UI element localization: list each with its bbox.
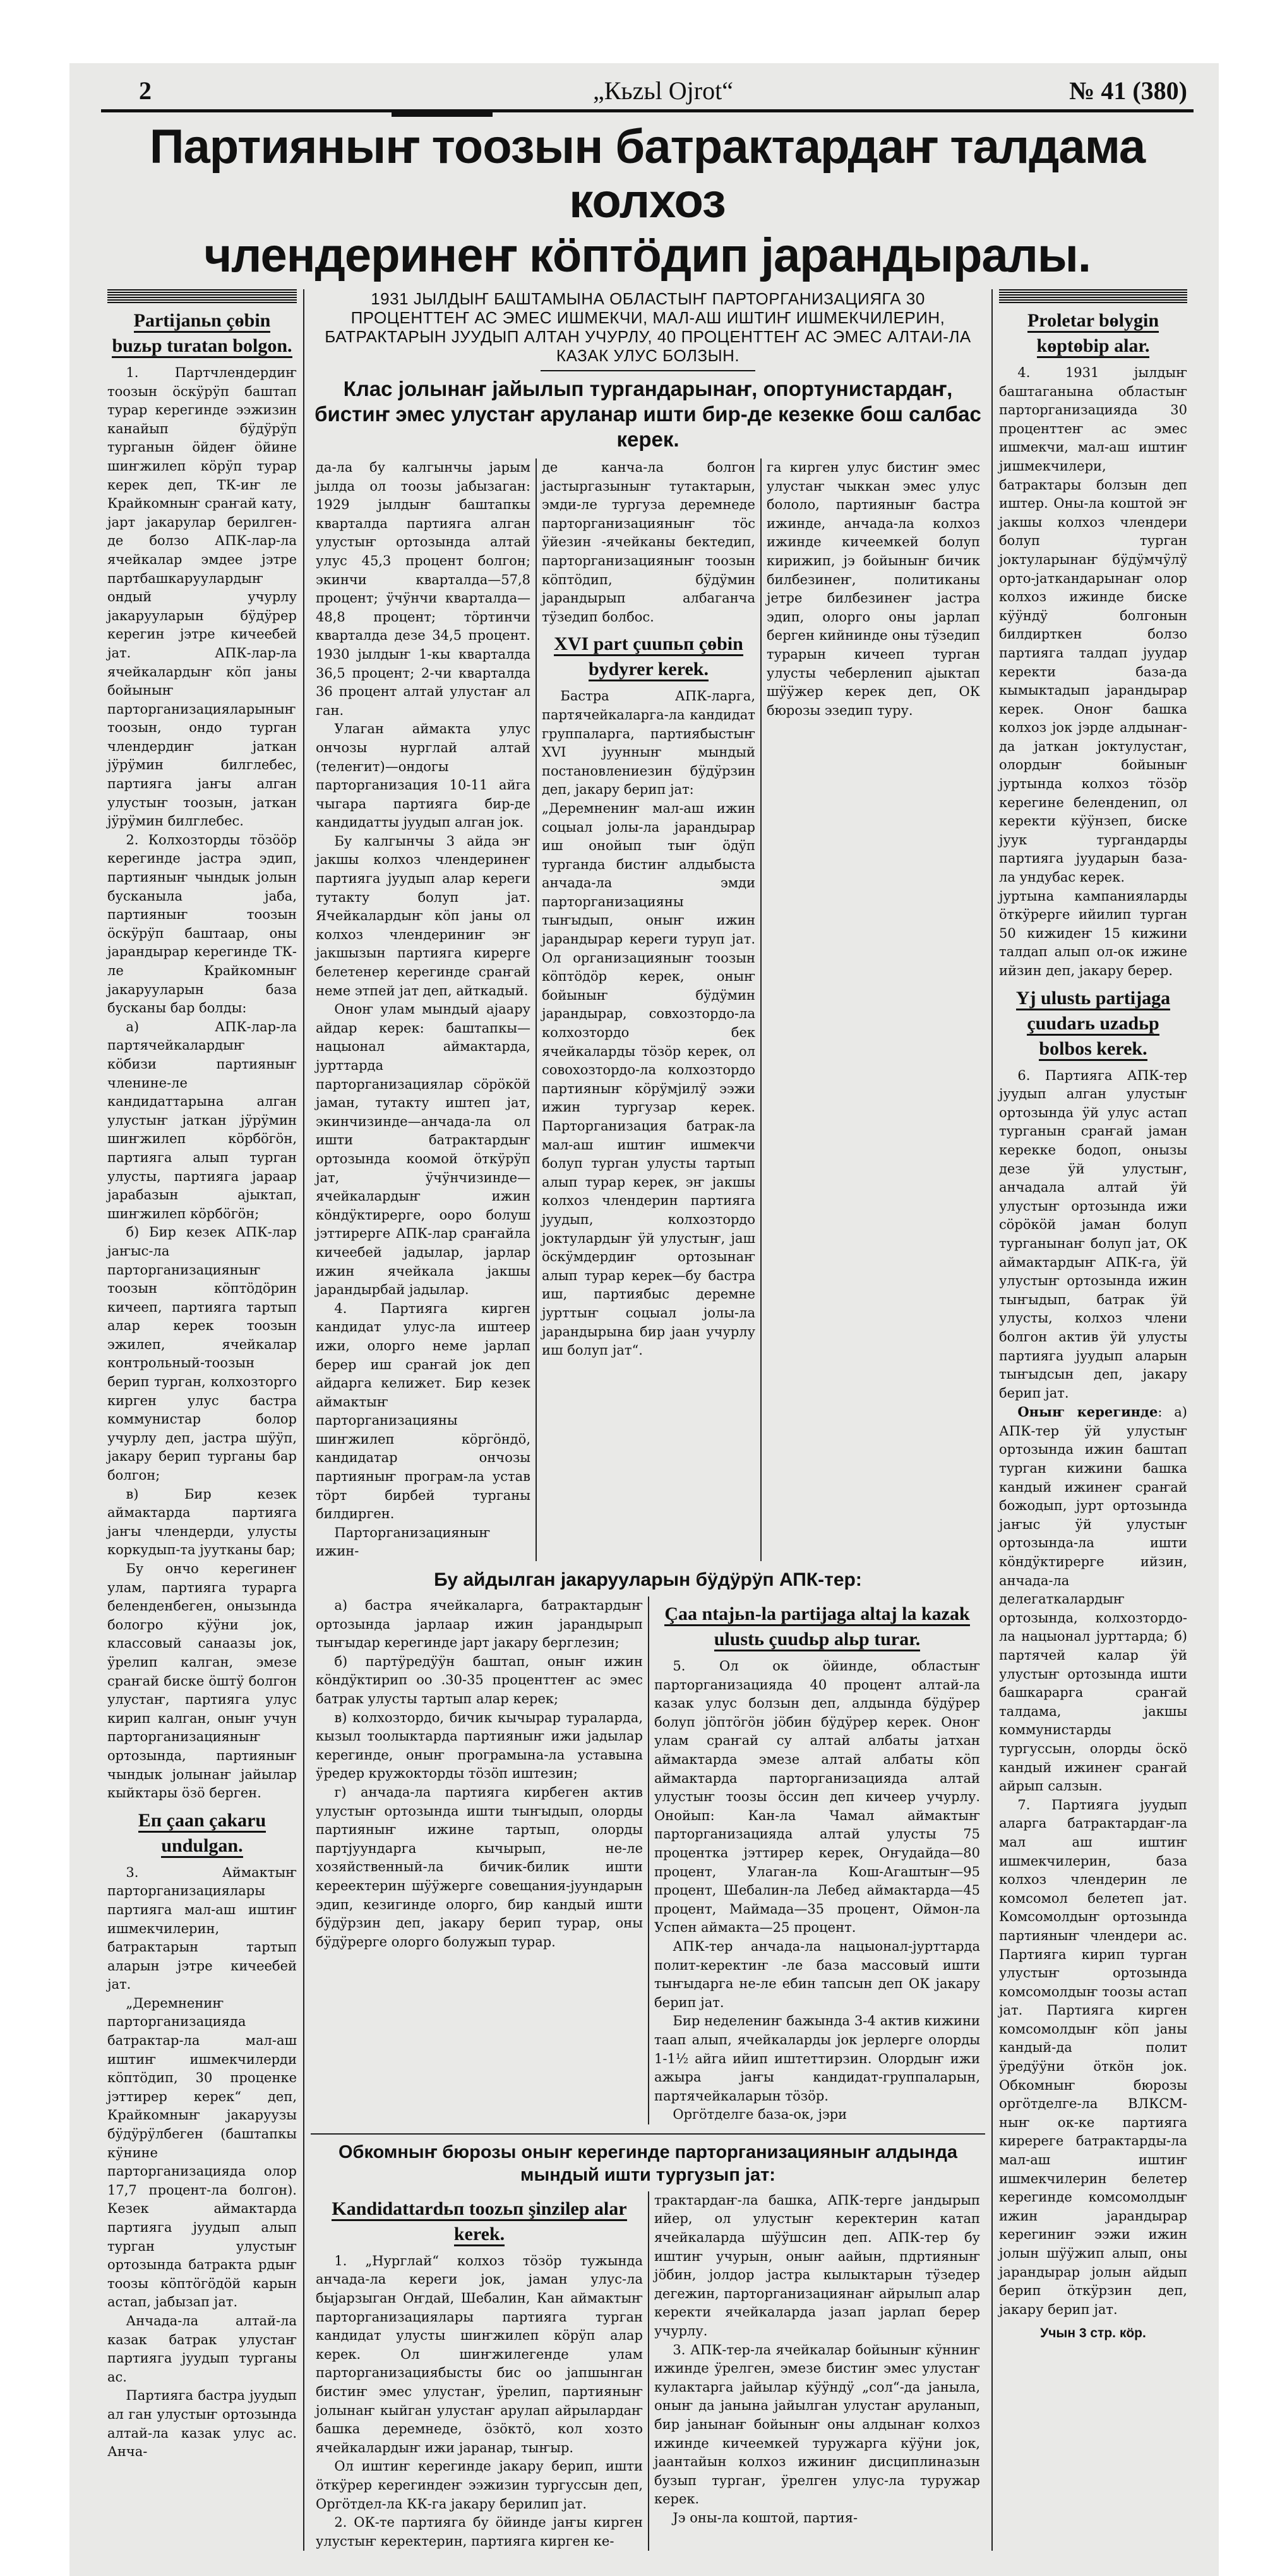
col4-heading: Çaa ntajьn-la partijaga altaj la kazak ulustь çuudьp alьp turar.	[654, 1602, 980, 1652]
col3-heading: XVI part çuuпьп çөbin bydyrer kerek.	[542, 632, 755, 682]
obkom-section	[311, 2133, 985, 2551]
issue-number: № 41 (380)	[1069, 76, 1187, 105]
directive-columns	[311, 1597, 985, 2124]
headline	[101, 120, 1194, 283]
paragraph: а) бастра ячейкаларга, батрактардыҥ ортозында јарлаар ижин јарандырып тыҥыдар керегинде јарт јакару берглезин;	[316, 1598, 643, 1651]
paragraph: 1. „Нурглай“ колхоз тӧзӧр тужында анчада-ла кереги јок, јаман улус-ла быјарзыган Оҥдай, Шебалин, Кан аймактыҥ парторганизациялары партияга турган кандидат улусты шиҥжилеп кӧрӱп алар керек. Ол шиҥжилегенде улам парторганизациябысты бис оо јапшынган бистиҥ эмес улустаҥ, ӱрелип, партияныҥ јолынаҥ кыйган улустаҥ арулап айрылардаҥ башка деремнеде, ӧзӧктӧ, кол хозто ячейкалардыҥ ижи јаранар, тыҥыр.	[316, 2253, 643, 2455]
paragraph: да-ла бу калгынчы јарым јылда ол тоозы јабызаган: 1929 јылдыҥ баштапкы кварталда партияга алган улустыҥ ортозында алтай улус 45,3 процент болгон; экинчи кварталда—57,8 процент; ӱчӱнчи кварталда—48,8 процент; тӧртинчи кварталда дезе 34,5 процент. 1930 јылдыҥ 1-кы кварталда 36,5 процент; 2-чи кварталда 36 процент алтай улустаҥ ал ган.	[316, 460, 530, 718]
center-columns	[311, 458, 985, 1561]
col1-heading: Partijanьn çөbin buzьp turatan bolgon.	[107, 308, 297, 359]
masthead-rule	[101, 109, 1194, 112]
col5-heading: Proletar bөlygin kөptөbip alar.	[999, 308, 1187, 359]
paragraph: 6. Партияга АПК-тер јуудып алган улустыҥ ортозында ӱй улус астап турганын сраҥай јаман керекке бодоп, онызы дезе ӱй улустыҥ, анчадала алтай ӱй улустыҥ ортозында ижи сӧрӧкӧй јаман болуп турганынаҥ болуп јат, ОК аймактардыҥ АПК-га, ӱй улустыҥ ортозында ижин тыҥыдып, батрак ӱй улусты, колхоз члени болгон актив ӱй улусты партияга јуудып аларын тыҥыдсын деп, јакару берип јат.	[999, 1067, 1187, 1401]
paragraph: б) Бир кезек АПК-лар јаҥыс-ла парторганизацияныҥ тоозын кӧптӧдӧрин кичееп, партияга тартып алар керек тоозын эжилеп, ячейкалар контрольный-тоозын берип турган, колхозторго кирген улус бастра коммунистар болор учурлу деп, јастра шӱӱп, јакару берип турганы бар болгон;	[107, 1225, 297, 1483]
paragraph: Партияга бастра јуудып ал ган улустыҥ ортозында алтай-ла казак улус ас. Анча-	[107, 2388, 297, 2460]
quote-paragraph: „Деремнениҥ мал-аш ижин соцыал јолы-ла јарандырар иш онойып тыҥ ӧдӱп турганда бистиҥ алдыбыста анчада-ла эмди парторганизацияны тыҥыдып, оныҥ ижин јарандырар кереги туруп јат. Ол организацияныҥ тоозын кӧптӧдӧр керек, оныҥ бойыныҥ бӱдӱмин јарандырар, совхозтордо-ла колхозтордо бек ячейкаларды тӧзӧр керек, ол совохозтордо-ла колхозтордо партияныҥ кӧрӱмјилӱ ээжи ижин тургузар керек. Парторганизация батрак-ла мал-аш иштиҥ ишмекчи болуп турган улусты тартып алып турар керек, эҥ јакшы колхоз члендерин партияга јуудып, колхозтордо јоктулардыҥ ӱй улустыҥ, јаш ӧскӱмдердиҥ ортозынаҥ алып турар керек—бу бастра иш, партиябыс деремне јурттыҥ соцыал јолы-ла јарандырына бир јаан учурлу иш болуп јат“.	[542, 800, 755, 1358]
slogan-banner: 1931 ЈЫЛДЫҤ БАШТАМЫНА ОБЛАСТЫҤ ПАРТОРГАНИЗАЦИЯГА 30 ПРОЦЕНТТЕҤ АС ЭМЕС ИШМЕКЧИ, МАЛ-АШ ИШТИҤ ИШМЕКЧИЛЕРИН, БАТРАКТАРЫН ЈУУДЫП АЛТАН УЧУРЛУ, 40 ПРОЦЕНТТЕҤ АС ЭМЕС АЛТАИ-ЛА КАЗАК УЛУС БОЛЗЫН.	[325, 289, 971, 365]
paragraph: Оноҥ улам мындый ајаару айдар керек: баштапкы—нацыонал аймактарда, јурттарда парторганизациялар сӧрӧкӧй јаман, тутакту иштеп јат, экинчизинде—анчада-ла ол ишти батрактардыҥ ортозында коомой ӧткӱрӱп јат, ӱчӱнчизинде—ячейкалардыҥ ижин кӧндӱктирерге, ооро болуш јэттирерге АПК-лар сраҥайла кичеебей јадылар, јарлар ижин ячейкала јакшы јарандырбай јадылар.	[316, 1002, 530, 1298]
decorative-stripes-left	[107, 289, 297, 303]
paragraph: 2. ОК-те партияга бу ӧйинде јаҥы кирген улустыҥ керектерин, партияга кирген ке-	[316, 2515, 643, 2549]
paragraph: Улаган аймакта улус ончозы нурглай алтай (телеҥит)—ондогы парторганизация 10-11 айга чыгара партияга бир-де кандидатты јуудып алган јок.	[316, 721, 530, 830]
paragraph: в) Бир кезек аймактарда партияга јаҥы члендерди, улусты коркудып-та јуутканы бар;	[107, 1486, 297, 1558]
column-2	[311, 458, 536, 1561]
col1-heading-2: Eп çaan çakaru undulgan.	[107, 1808, 297, 1859]
column-3	[536, 458, 760, 1561]
page-number: 2	[139, 76, 152, 105]
paragraph: га кирген улус бистиҥ эмес улустаҥ чыккан эмес улус бололо, партияныҥ бастра ижинде, анчада-ла колхоз ижинде кичеемкей болуп кирижип, јэ бойыныҥ бичик билбезинеҥ, политиканы јетре билбезинеҥ јастра эдип, олорго оны јарлап берген кийнинде оны тӱзедип турарын кичееп турган улусты чеберленип ајыктап шӱӱжер керек деп, ОК бюрозы эзедип туру.	[767, 460, 980, 718]
obkom-banner: Обкомныҥ бюрозы оныҥ керегинде парторганизацияныҥ алдында мындый ишти тургузып јат:	[338, 2142, 957, 2185]
directive-banner: Бу айдылган јакарууларын бӱдӱрӱп АПК-тер:	[434, 1569, 862, 1591]
paragraph: г) анчада-ла партияга кирбеген актив улустыҥ ортозында ишти тыҥыдып, олорды партияныҥ ижине тартып, олорды партјуундарга кычырып, не-ле хозяйственный-ла бичик-билик ишти кереектерин шӱӱжерге совещания-јуундарын эдип, кезигинде олорго, бир кандый ишти бӱдӱрзин деп, јакару берип турар, оны бӱдӱрерге олорго болужып турар.	[316, 1784, 643, 1950]
paragraph: 3. Аймактыҥ парторганизациялары партияга мал-аш иштиҥ ишмекчилерин, батрактарын тартып аларын јэтре кичеебей јат.	[107, 1864, 297, 1992]
upper-section	[101, 289, 1194, 2551]
paragraph: Бир неделениҥ бажында 3-4 актив кижини таап алып, ячейкаларды јок јерлерге олорды 1-1½ айга ийип иштеттирзин. Олордыҥ ижи ажыра јаҥы кандидат-группаларын, партячейкаларын тӧзӧр.	[654, 2013, 980, 2104]
paragraph: Бастра АПК-ларга, партячейкаларга-ла кандидат группаларга, партиябыстыҥ XVI јуунныҥ мындый постановлениезин бӱдӱрзин деп, јакару берип јат:	[542, 688, 755, 798]
paragraph: б) партӱредӱӱн баштап, оныҥ ижин кӧндӱктирип оо .30-35 проценттеҥ ас эмес батрак улусты тартып алар керек;	[316, 1653, 643, 1706]
banner-divider	[541, 370, 755, 371]
continued-note: Учын 3 стр. кӧр.	[1040, 2326, 1146, 2341]
paragraph: Бу ончо керегинеҥ улам, партияга турарга беленденбеген, онызында бологро кӱӱни јок, классовый санаазы јок, ӱрелип калган, эмезе сраҥай биске ӧштӱ болгон улустаҥ, партияга улус кирип калган, оныҥ учун парторганизацияныҥ ортозында, партияныҥ чындык јолынаҥ јайылар кыйктары ӧзӧ берген.	[107, 1561, 297, 1801]
paragraph: 3. АПК-тер-ла ячейкалар бойыныҥ кӱнниҥ ижинде ӱрелген, эмезе бистиҥ эмес улустаҥ кулактарга јайылар кӱӱндӱ „сол“-да јаныла, оныҥ да јанына јайылган улустаҥ аруланып, бир јанынаҥ бойыныҥ оны алдынаҥ колхоз ижинде кичеемкей туружарга кӱӱни јок, јаантайын колхоз ижиниҥ дисциплиназын бузып тургаҥ, ӱрелген улус-ла туружар керек.	[654, 2342, 980, 2507]
paragraph: 5. Ол ок ӧйинде, областыҥ парторганизацияда 40 процент алтай-ла казак улус болзын деп, алдында бӱдӱрер болуп јӧптӧгӧн јӧбин бӱдӱрер керек. Оноҥ улам сраҥай су алтай албаты јатхан аймактарда эмезе алтай албаты кӧп аймактарда парторганизацияда алтай улустыҥ тоозы ӧссин деп кичеер учурлу. Онойып: Кан-ла Чамал аймактыҥ парторганизацияда алтай улусты 75 процентка јэттирер керек, Оҥудайда—80 процент, Улаган-ла Кош-Агаштыҥ—95 процент, Шебалин-ла Лебед аймактарда—45 процент, Маймада—35 процент, Оймон-ла Успен аймакта—25 процент.	[654, 1658, 980, 1936]
sub-headline: Клас јолынаҥ јайылып тургандарынаҥ, опортунистардаҥ, бистиҥ эмес улустаҥ аруланар ишти бир-де кезекке бош салбас керек.	[314, 377, 981, 451]
paragraph: АПК-тер анчада-ла нацыонал-јурттарда полит-керектиҥ -ле база массовый ишти тыҥыдарга не-ле ебин тапсын деп ОК јакару берип јат.	[654, 1938, 980, 2010]
newspaper-page	[69, 63, 1219, 2576]
paragraph: Бу калгынчы 3 айда эҥ јакшы колхоз члендеринеҥ партияга јуудып алар кереги тутакту болуп јат. Ячейкалардыҥ кӧп јаны ол колхоз члендериниҥ эҥ јакшызын партияга кирерге белетенер керегинде сраҥай неме этпей јат деп, айткадый.	[316, 833, 530, 998]
column-4-bottom	[311, 1597, 648, 2124]
column-mid-1	[311, 2191, 648, 2551]
paragraph: а) АПК-лар-ла партячейкалардыҥ кӧбизи партияныҥ членине-ле кандидаттарына алган улустыҥ јаткан јӱрӱмин шиҥжилеп кӧрбӧгӧн, партияга алып турган улусты, партияга јараар јарабазын ајыктап, шиҥжилеп кӧрбӧгӧн;	[107, 1019, 297, 1221]
column-5	[991, 289, 1194, 2551]
paragraph: Анчада-ла алтай-ла казак батрак улустаҥ партияга јуудып турганы ас.	[107, 2313, 297, 2385]
column-1	[101, 289, 303, 2551]
masthead-rule-accent	[392, 109, 493, 117]
decorative-stripes-right	[999, 289, 1187, 303]
paragraph: 4. Партияга кирген кандидат улус-ла иштеер ижи, олорго неме јарлап берер иш сраҥай јок деп айдарга келижет. Бир кезек аймактыҥ парторганизацияны шиҥжилеп кӧргӧндӧ, кандидатар ончозы партияныҥ програм-ла устав тӧрт бирбей турганы билдирген.	[316, 1300, 530, 1522]
paragraph: Парторганизацияныҥ ижин-	[316, 1525, 491, 1559]
headline-line-2: члендеринеҥ кӧптӧдип јарандыралы.	[204, 229, 1091, 282]
paragraph: „Деремнениҥ парторганизацияда батрактар-ла мал-аш иштиҥ ишмекчилерди кӧптӧдип, 30 проценке јэттирер керек“ деп, Крайкомныҥ јакаруузы бӱдӱрӱлбеген (баштапкы кӱнине парторганизацияда олор 17,7 процент-ла болгон). Кезек аймактарда партияга јуудып алып турган улустыҥ ортозында батракта рдыҥ тоозы кӧптӧгӧдӧй карын астап, јабызап јат.	[107, 1995, 297, 2310]
center-section	[303, 289, 991, 2551]
paragraph: 1. Партчлендердиҥ тоозын ӧскӱрӱп баштап турар керегинде ээжизин канайып бӱдӱрӱп турганын ӧйдеҥ ӧйине шиҥжилеп кӧрӱп турар керек деп, ТК-иҥ ле Крайкомныҥ сраҥай кату, јарт јакарулар берилген-де болзо АПК-лар-ла ячейкалар эмдее јэтре партбашкаруулардыҥ ондый учурлу јакарууларын бӱдӱрер керегин јэтре кичеебей јат. АПК-лар-ла ячейкалардыҥ кӧп јаны бойыныҥ парторганизацияларыныҥ тоозын, ондо турган члендердиҥ јаткан јӱрӱмин билглебес, партияга јаҥы алган улустыҥ тоозын, јаткан јӱрӱмин билглебес.	[107, 365, 297, 829]
paragraph-lead: Оныҥ керегинде	[1017, 1404, 1158, 1420]
paragraph: јуртына кампанияларды ӧткӱрерге ийилип турган 50 кижидеҥ 15 кижини талдап алып ол-ок ижине ийзин деп, јакару берер.	[999, 888, 1187, 978]
col5-heading-2: Yj ulustь partijaga çuudarь uzadьp bolbos kerek.	[999, 986, 1187, 1062]
paragraph: Ол иштиҥ керегинде јакару берип, ишти ӧткӱрер керегиндеҥ ээжизин тургуссын деп, Оргӧтдел-ла КК-га јакару берилип јат.	[316, 2459, 643, 2512]
column-4	[760, 458, 985, 1561]
paragraph: 4. 1931 јылдыҥ баштаганына областыҥ парторганизацияда 30 проценттеҥ ас эмес ишмекчи, мал-аш иштиҥ јишмекчилери, батрактары болзын деп иштер. Оны-ла коштой эҥ јакшы колхоз члендери болуп турган јоктуларынаҥ бӱдӱмчӱлӱ орто-јаткандарынаҥ олор колхоз ижинде биске кӱӱндӱ болгонын билдирткен болзо партияга талдап јуудар керекти база-да кымыктадып јарандырар керек. Оноҥ башка колхоз јок јэрде алдынаҥ-да јаткан јоктулустаҥ, олордыҥ бойыныҥ јуртында колхоз тӧзӧр керегине беленденип, ол керекти кӱӱнзеп, биске јуук тургандарды партияга јуударын база-ла ундубас керек.	[999, 365, 1187, 885]
paragraph: Оргӧтделге база-ок, јэри	[673, 2107, 847, 2123]
newspaper-name: „Кьzьl Ojrot“	[593, 76, 733, 105]
col-mid1-heading: Kandidattardьп toozьп şinzilep alar kerek.	[316, 2196, 643, 2247]
headline-line-1: Партияныҥ тоозын батрактардаҥ талдама колхоз	[149, 120, 1146, 228]
column-4-continued	[648, 1597, 985, 2124]
paragraph: трактардаҥ-ла башка, АПК-терге јандырып ийер, ол улустыҥ керектерин катап ячейкаларда шӱӱшсин деп. АПК-тер бу иштиҥ учурын, оныҥ аайын, пдртияныҥ јӧбин, јолдор јастра кылыктарын тӱзедер дегежин, парторганизациянаҥ айрылып алар керекти ячейкаларда јазап јарлап берер учурлу.	[654, 2192, 980, 2339]
paragraph: в) колхозтордо, бичик кычырар тураларда, кызыл тоолыктарда партияныҥ ижи јадылар керегинде, оныҥ програмына-ла уставына ӱредер кружокторды тӧзӧп иштезин;	[316, 1710, 643, 1782]
obkom-columns	[311, 2191, 985, 2551]
masthead	[101, 76, 1194, 109]
paragraph: 7. Партияга јуудып аларга батрактардаҥ-ла мал аш иштиҥ ишмекчилерин, база колхоз члендерин ле комсомол белетеп јат. Комсомолдыҥ ортозында партияныҥ члендери ас. Партияга кирип турган улустыҥ ортозында комсомолдыҥ тоозы астап јат. Партияга кирген комсомолдыҥ кӧп јаны кандый-да полит ӱредӱӱни ӧткӧн јок. Обкомныҥ бюрозы оргӧтделге-ла ВЛКСМ-ныҥ ок-ке партияга киререге батрактарды-ла мал-аш иштиҥ ишмекчилерин белетер керегинде комсомолдыҥ ижин јарандырар керегиниҥ ээжи ижин јолын шӱӱжип алып, оны јарандырар јолын айдып берип ӧткӱрзин деп, јакару берип јат.	[999, 1797, 1187, 2317]
paragraph-text: : а) АПК-тер ӱй улустыҥ ортозында ижин баштап турган кижини башка кандый ижинеҥ сраҥай божодып, јурт ортозында јаҥыс ӱй улустыҥ ортозында-ла ишти кӧндӱктирерге ийзин, анчада-ла делегаткалардыҥ ортозында, колхозтордо-ла нацыонал јурттарда; б) партячей калар ӱй улустыҥ ортозында ишти башкарарга сраҥай талдама, јакшы коммунистарды тургуссын, олорды ӧскӧ кандый ижинеҥ сраҥай айрып салзын.	[999, 1405, 1187, 1794]
paragraph	[999, 1403, 1187, 1795]
column-mid-2	[648, 2191, 985, 2551]
paragraph: Јэ оны-ла коштой, партия-	[673, 2510, 858, 2525]
paragraph: де канча-ла болгон јастыргазыныҥ тутактарын, эмди-ле тургуза деремнеде парторганизацияныҥ тӧс ӱйезин -ячейканы бектедип, парторганизацияныҥ тоозын кӧптӧдип, бӱдӱмин јарандырып албаганча тӱзедип болбос.	[542, 460, 755, 625]
paragraph: 2. Колхозторды тӧзӧӧр керегинде јастра эдип, партияныҥ чындык јолын бусканыла јаба, партияныҥ тоозын ӧскӱрӱп баштаар, оны јарандырар керегинде ТК-ле Крайкомныҥ јакарууларын база бусканы бар болды:	[107, 832, 297, 1016]
